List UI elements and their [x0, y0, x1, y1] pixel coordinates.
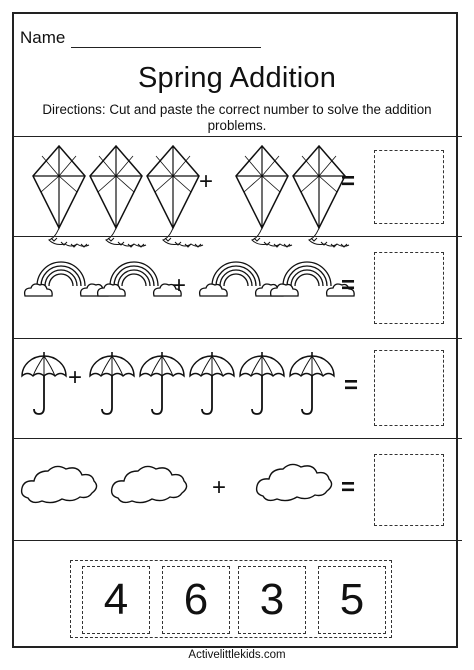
answer-drop-box[interactable] — [374, 350, 444, 426]
name-write-line[interactable] — [71, 31, 261, 48]
problem-row-clouds — [14, 440, 460, 538]
umbrella-icon — [140, 352, 184, 414]
equals-sign: = — [344, 372, 359, 399]
plus-sign: + — [199, 168, 214, 195]
problem-row-kites — [14, 138, 460, 236]
answer-cards-strip — [0, 560, 474, 640]
rainbow-icon — [98, 262, 182, 296]
answer-card[interactable]: 5 — [318, 566, 386, 634]
umbrella-icon — [22, 352, 66, 414]
umbrella-icon — [90, 352, 134, 414]
divider — [12, 136, 462, 137]
plus-sign: + — [212, 474, 227, 501]
kite-icon — [90, 146, 146, 247]
divider — [12, 438, 462, 439]
directions-text: Directions: Cut and paste the correct number to solve the addition problems. — [42, 102, 432, 133]
umbrella-icon — [190, 352, 234, 414]
equals-sign: = — [341, 272, 356, 299]
answer-drop-box[interactable] — [374, 252, 444, 324]
problem-row-umbrellas — [14, 340, 460, 438]
answer-drop-box[interactable] — [374, 454, 444, 526]
answer-card[interactable]: 6 — [162, 566, 230, 634]
kite-icon — [236, 146, 292, 247]
answer-drop-box[interactable] — [374, 150, 444, 224]
plus-sign: + — [172, 272, 187, 299]
rainbow-icon — [25, 262, 109, 296]
footer-website: Activelittlekids.com — [188, 649, 286, 661]
problem-row-rainbows — [14, 238, 460, 336]
divider — [12, 338, 462, 339]
cloud-icon — [22, 466, 97, 502]
plus-sign: + — [68, 364, 83, 391]
name-label: Name — [20, 28, 66, 47]
answer-card[interactable]: 3 — [238, 566, 306, 634]
cloud-icon — [112, 466, 187, 502]
divider — [12, 540, 462, 541]
umbrella-icon — [290, 352, 334, 414]
kite-icon — [293, 146, 349, 247]
umbrella-icon — [240, 352, 284, 414]
kite-icon — [33, 146, 89, 247]
kite-icon — [147, 146, 203, 247]
equals-sign: = — [341, 474, 356, 501]
answer-card[interactable]: 4 — [82, 566, 150, 634]
divider — [12, 236, 462, 237]
cloud-icon — [257, 464, 332, 500]
name-field — [20, 28, 261, 48]
equals-sign: = — [341, 168, 356, 195]
page-title: Spring Addition — [137, 62, 337, 94]
